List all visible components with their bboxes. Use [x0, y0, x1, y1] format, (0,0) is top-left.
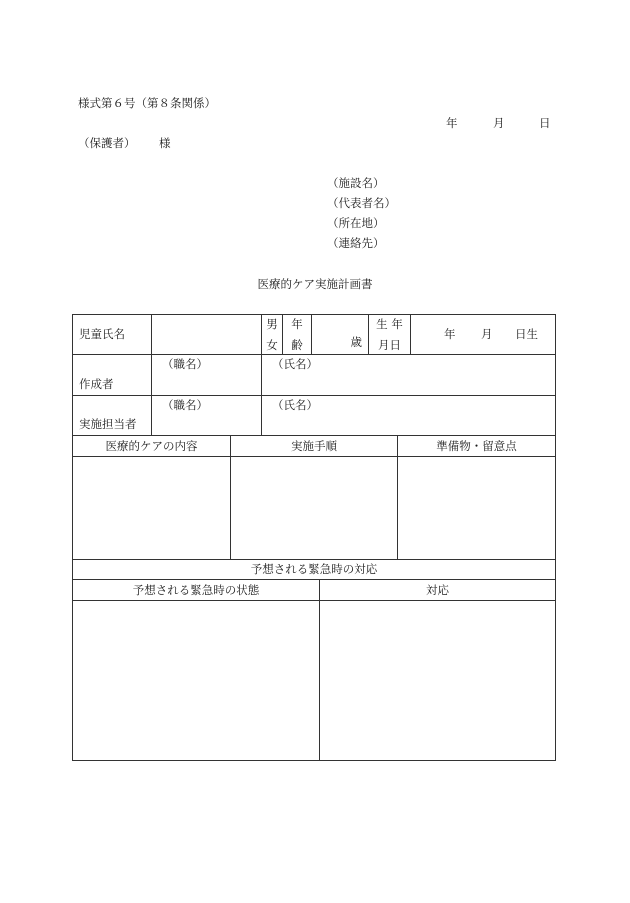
- sex-cell[interactable]: [262, 315, 283, 355]
- child-info-table: [72, 314, 556, 436]
- supplies-notes-header: 準備物・留意点: [398, 436, 556, 457]
- emergency-state-header: 予想される緊急時の状態: [73, 580, 320, 601]
- emergency-response-field[interactable]: [320, 601, 556, 761]
- author-job-title-field[interactable]: （職名）: [152, 355, 262, 396]
- care-content-field[interactable]: [73, 457, 231, 560]
- sender-address: （所在地）: [327, 216, 385, 230]
- age-field[interactable]: 歳: [312, 315, 369, 355]
- document-title: 医療的ケア実施計画書: [257, 277, 373, 291]
- date-month: 月: [493, 116, 505, 130]
- birth-date-field[interactable]: 年 月 日生: [411, 315, 556, 355]
- date-day: 日: [539, 116, 551, 130]
- procedure-field[interactable]: [231, 457, 398, 560]
- birth-label-cell: 生 年 月日: [369, 315, 411, 355]
- supplies-notes-field[interactable]: [398, 457, 556, 560]
- age-label-cell: 年 齢: [283, 315, 312, 355]
- care-content-table: [72, 435, 556, 560]
- care-content-header: 医療的ケアの内容: [73, 436, 231, 457]
- staff-job-title-field[interactable]: （職名）: [152, 396, 262, 436]
- sender-representative: （代表者名）: [327, 196, 396, 210]
- addressee-label: （保護者）: [78, 136, 136, 150]
- child-name-label: 児童氏名: [73, 315, 152, 355]
- staff-label: 実施担当者: [73, 396, 152, 436]
- date-year: 年: [446, 116, 458, 130]
- child-name-field[interactable]: [152, 315, 262, 355]
- emergency-table: [72, 559, 556, 761]
- sex-female: 女: [266, 337, 278, 352]
- addressee-honorific: 様: [159, 136, 171, 150]
- author-label: 作成者: [73, 355, 152, 396]
- staff-name-field[interactable]: （氏名）: [262, 396, 556, 436]
- sender-contact: （連絡先）: [327, 236, 385, 250]
- emergency-state-field[interactable]: [73, 601, 320, 761]
- sex-male: 男: [266, 316, 278, 331]
- emergency-response-header: 対応: [320, 580, 556, 601]
- form-number: 様式第６号（第８条関係）: [78, 96, 216, 110]
- emergency-section-title: 予想される緊急時の対応: [73, 560, 556, 580]
- sender-facility: （施設名）: [327, 176, 385, 190]
- procedure-header: 実施手順: [231, 436, 398, 457]
- author-name-field[interactable]: （氏名）: [262, 355, 556, 396]
